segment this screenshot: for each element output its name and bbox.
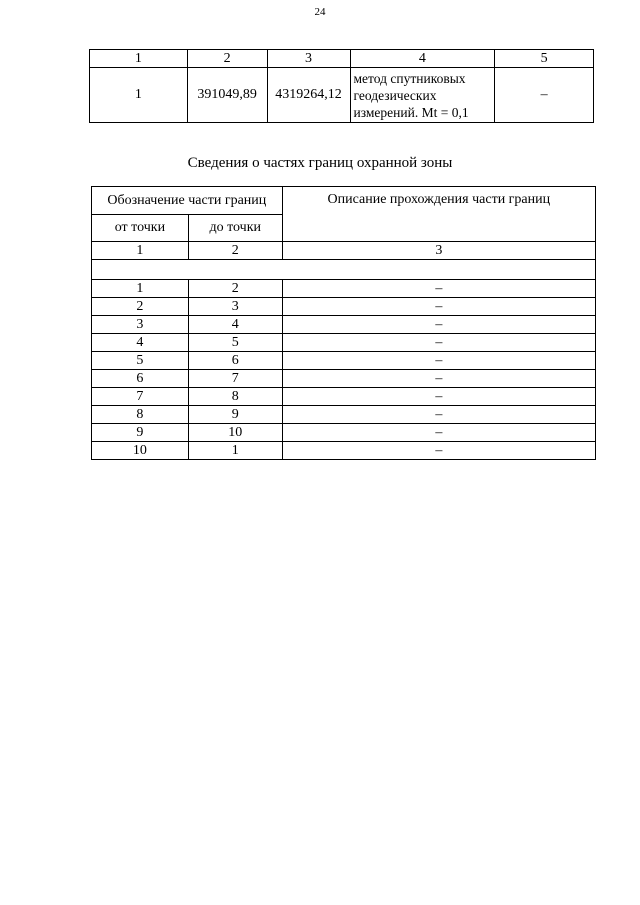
y-coordinate-cell: 4319264,12 (267, 68, 350, 123)
coordinates-header-cell: 3 (267, 50, 350, 68)
from-point-cell: 2 (92, 298, 189, 316)
boundary-header-row (92, 187, 596, 215)
description-cell: – (282, 406, 595, 424)
table-row (92, 352, 596, 370)
table-row (92, 442, 596, 460)
table-row (92, 334, 596, 352)
description-cell: – (282, 388, 595, 406)
coordinates-header-cell: 4 (350, 50, 495, 68)
coordinates-header-row (90, 50, 594, 68)
description-cell: – (282, 442, 595, 460)
to-point-cell: 5 (188, 334, 282, 352)
to-point-cell: 1 (188, 442, 282, 460)
method-cell (350, 68, 495, 123)
from-point-cell: 9 (92, 424, 189, 442)
from-point-cell: 3 (92, 316, 189, 334)
point-number-cell: 1 (90, 68, 188, 123)
to-point-cell: 9 (188, 406, 282, 424)
description-cell: – (282, 352, 595, 370)
coordinates-header-cell: 5 (495, 50, 594, 68)
to-point-cell: 8 (188, 388, 282, 406)
description-cell: – (282, 334, 595, 352)
column-number-cell: 2 (188, 242, 282, 260)
boundary-parts-table (91, 186, 596, 460)
method-line: геодезических (353, 87, 437, 103)
table-row (92, 370, 596, 388)
description-cell: – (282, 370, 595, 388)
coordinates-table (89, 49, 594, 123)
to-point-cell: 7 (188, 370, 282, 388)
description-cell: – (282, 316, 595, 334)
boundary-description-header: Описание прохождения части границ (282, 187, 595, 242)
x-coordinate-cell: 391049,89 (187, 68, 267, 123)
boundary-blank-row (92, 260, 596, 280)
to-point-cell: 6 (188, 352, 282, 370)
description-cell: – (282, 280, 595, 298)
from-point-cell: 1 (92, 280, 189, 298)
section-title: Сведения о частях границ охранной зоны (187, 155, 453, 171)
from-point-cell: 4 (92, 334, 189, 352)
column-number-cell: 1 (92, 242, 189, 260)
column5-cell: – (495, 68, 594, 123)
to-point-cell: 3 (188, 298, 282, 316)
from-point-cell: 7 (92, 388, 189, 406)
coordinates-row (90, 68, 594, 123)
from-point-cell: 6 (92, 370, 189, 388)
table-row (92, 298, 596, 316)
to-point-header: до точки (188, 215, 282, 242)
table-row (92, 316, 596, 334)
description-cell: – (282, 424, 595, 442)
from-point-cell: 10 (92, 442, 189, 460)
blank-cell (92, 260, 596, 280)
from-point-cell: 8 (92, 406, 189, 424)
from-point-header: от точки (92, 215, 189, 242)
to-point-cell: 2 (188, 280, 282, 298)
from-point-cell: 5 (92, 352, 189, 370)
coordinates-header-cell: 2 (187, 50, 267, 68)
method-line: измерений. Mt = 0,1 (353, 104, 469, 120)
method-line: метод спутниковых (353, 70, 466, 86)
to-point-cell: 4 (188, 316, 282, 334)
description-cell: – (282, 298, 595, 316)
coordinates-header-cell: 1 (90, 50, 188, 68)
table-row (92, 388, 596, 406)
table-row (92, 424, 596, 442)
boundary-group-header: Обозначение части границ (92, 187, 283, 215)
table-row (92, 280, 596, 298)
page-number: 24 (314, 6, 326, 18)
table-row (92, 406, 596, 424)
column-number-cell: 3 (282, 242, 595, 260)
to-point-cell: 10 (188, 424, 282, 442)
boundary-column-numbers-row (92, 242, 596, 260)
